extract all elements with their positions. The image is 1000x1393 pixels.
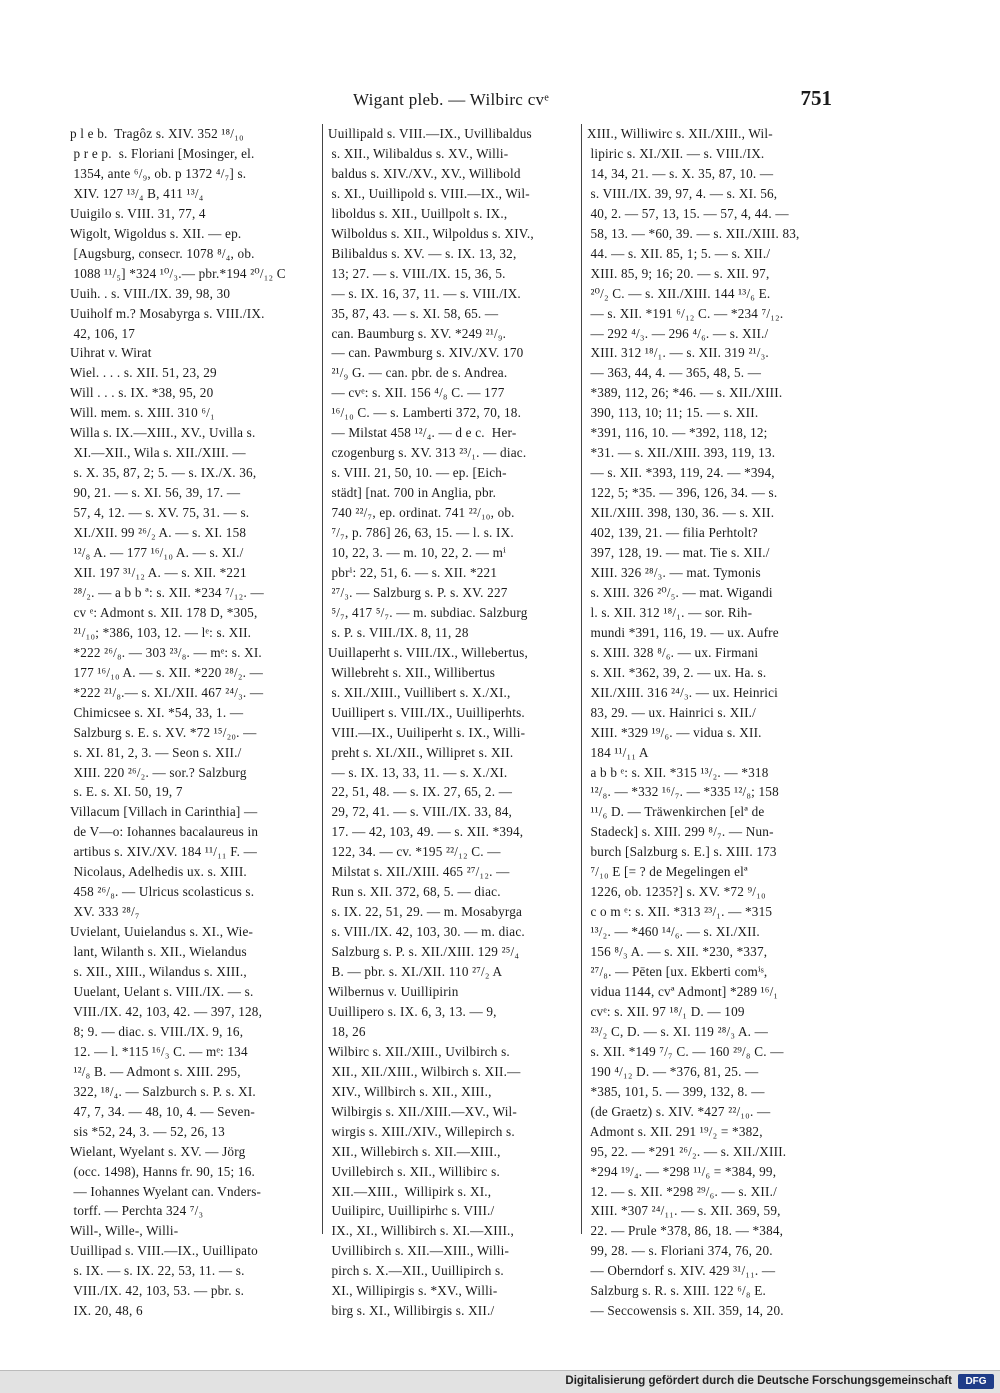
column-text: p l e b. Tragôz s. XIV. 352 ¹⁸/₁₀ p r e p. s. Floriani [Mosinger, el. 1354, ante ⁶/₉, ob. p 1372 ⁴/₇] s. XIV. 127 ¹³/₄ B, 411 ¹³/₄ Uuigilo s. VIII. 31, 77, 4 Wigolt, Wigoldus s. XII. — ep. [Augsburg, consecr. 1078 ⁸/₄, ob. 1088 ¹¹/₅] *324 ¹⁰/₃.— pbr.*194 ²⁰/₁₂ C Uuih. . s. VIII./IX. 39, 98, 30 Uuiholf m.? Mosabyrga s. VIII./IX. 42, 106, 17 Uihrat v. Wirat Wiel. . . . s. XII. 51, 23, 29 Will . . . s. IX. *38, 95, 20 Will. mem. s. XIII. 310 ⁶/₁ Willa s. IX.—XIII., XV., Uvilla s. XI.—XII., Wila s. XII./XIII. — s. X. 35, 87, 2; 5. — s. IX./X. 36, 90, 21. — s. XI. 56, 39, 17. — 57, 4, 12. — s. XV. 75, 31. — s. XI./XII. 99 ²⁶/₂ A. — s. XI. 158 ¹²/₈ A. — 177 ¹⁶/₁₀ A. — s. XI./ XII. 197 ³¹/₁₂ A. — s. XII. *221 ²⁸/₂. — a b b ª: s. XII. *234 ⁷/₁₂. — cv ᵉ: Admont s. XII. 178 D, *305, ²¹/₁₀; *386, 103, 12. — lᵉ: s. XII. *222 ²⁶/₈. — 303 ²³/₈. — mᵉ: s. XI. 177 ¹⁶/₁₀ A. — s. XII. *220 ²⁸/₂. — *222 ²¹/₈.— s. XI./XII. 467 ²⁴/₃. — Chimicsee s. XI. *54, 33, 1. — Salzburg s. E. s. XV. *72 ¹⁵/₂₀. — s. XI. 81, 2, 3. — Seon s. XII./ XIII. 220 ²⁶/₂. — sor.? Salzburg s. E. s. XI. 50, 19, 7 Villacum [Villach in Carinthia] — de V—o: Iohannes bacalaureus in artibus s. XIV./XV. 184 ¹¹/₁₁ F. — Nicolaus, Adelhedis ux. s. XIII. 458 ²⁶/₈. — Ulricus scolasticus s. XV. 333 ²⁸/₇ Uvielant, Uuielandus s. XI., Wie- lant, Wilanth s. XII., Wielandus s. XII., XIII., Wilandus s. XIII., Uuelant, Uelant s. VIII./IX. — s. VIII./IX. 42, 103, 42. — 397, 128, 8; 9. — diac. s. VIII./IX. 9, 16, 12. — l. *115 ¹⁶/₃ C. — mᵉ: 134 ¹²/₈ B. — Admont s. XIII. 295, 322, ¹⁸/₄. — Salzburch s. P. s. XI. 47, 7, 34. — 48, 10, 4. — Seven- sis *52, 24, 3. — 52, 26, 13 Wielant, Wyelant s. XV. — Jörg (occ. 1498), Hanns fr. 90, 15; 16. — Iohannes Wyelant can. Vnders- torff. — Perchta 324 ⁷/₃ Will-, Wille-, Willi- Uuillipad s. VIII.—IX., Uuillipato s. IX. — s. IX. 22, 53, 11. — s. VIII./IX. 42, 103, 53. — pbr. s. IX. 20, 48, 6 — [70, 126, 286, 1319]
index-column-1 — [70, 124, 318, 1321]
dfg-logo: DFG — [958, 1374, 994, 1389]
column-divider — [581, 124, 582, 1234]
column-text: Uuillipald s. VIII.—IX., Uvillibaldus s. XII., Wilibaldus s. XV., Willi- baldus s. XIV./XV., XV., Willibold s. XI., Uuillipold s. VIII.—IX., Wil- liboldus s. XII., Uuillpolt s. IX., Wilboldus s. XII., Wilpoldus s. XIV., Bilibaldus s. XV. — s. IX. 13, 32, 13; 27. — s. VIII./IX. 15, 36, 5. — s. IX. 16, 37, 11. — s. VIII./IX. 35, 87, 43. — s. XI. 58, 65. — can. Baumburg s. XV. *249 ²¹/₉. — can. Pawmburg s. XIV./XV. 170 ²¹/₉ G. — can. pbr. de s. Andrea. — cvᵉ: s. XII. 156 ⁴/₈ C. — 177 ¹⁶/₁₀ C. — s. Lamberti 372, 70, 18. — Milstat 458 ¹²/₄. — d e c. Her- czogenburg s. XV. 313 ²³/₁. — diac. s. VIII. 21, 50, 10. — ep. [Eich- städt] [nat. 700 in Anglia, pbr. 740 ²²/₇, ep. ordinat. 741 ²²/₁₀, ob. ⁷/₇, p. 786] 26, 63, 15. — l. s. IX. 10, 22, 3. — m. 10, 22, 2. — mⁱ pbrⁱ: 22, 51, 6. — s. XII. *221 ²⁷/₃. — Salzburg s. P. s. XV. 227 ⁵/₇, 417 ⁵/₇. — m. subdiac. Salzburg s. P. s. VIII./IX. 8, 11, 28 Uuillaperht s. VIII./IX., Willebertus, Willebreht s. XII., Willibertus s. XII./XIII., Vuillibert s. X./XI., Uuillipert s. VIII./IX., Uuilliperhts. VIII.—IX., Uuiliperht s. IX., Willi- preht s. XI./XII., Willipret s. XII. — s. IX. 13, 33, 11. — s. X./XI. 22, 51, 48. — s. IX. 27, 65, 2. — 29, 72, 41. — s. VIII./IX. 33, 84, 17. — 42, 103, 49. — s. XII. *394, 122, 34. — cv. *195 ²²/₁₂ C. — Milstat s. XII./XIII. 465 ²⁷/₁₂. — Run s. XII. 372, 68, 5. — diac. s. IX. 22, 51, 29. — m. Mosabyrga s. VIII./IX. 42, 103, 30. — m. diac. Salzburg s. P. s. XII./XIII. 129 ²⁵/₄ B. — pbr. s. XI./XII. 110 ²⁷/₂ A Wilbernus v. Uuillipirin Uuillipero s. IX. 6, 3, 13. — 9, 18, 26 Wilbirc s. XII./XIII., Uvilbirch s. XII., XII./XIII., Wilbirch s. XII.— XIV., Willbirch s. XII., XIII., Wilbirgis s. XII./XIII.—XV., Wil- wirgis s. XIII./XIV., Willepirch s. XII., Willebirch s. XII.—XIII., Uvillebirch s. XII., Willibirc s. XII.—XIII., Willipirk s. XI., Uuilipirc, Uuillipirhc s. VIII./ IX., XI., Willibirch s. XI.—XIII., Uvillibirch s. XII.—XIII., Willi- pirch s. X.—XII., Uuillipirch s. XI., Willipirgis s. *XV., Willi- birg s. XI., Willibirgis s. XII./ — [328, 126, 534, 1319]
page-number: 751 — [800, 86, 832, 110]
footer-bar — [0, 1370, 1000, 1393]
column-divider — [322, 124, 323, 1234]
index-columns — [70, 124, 835, 1319]
index-column-2 — [328, 124, 576, 1321]
index-column-3 — [587, 124, 835, 1321]
running-head: Wigant pleb. — Wilbirc cvᵉ — [352, 90, 549, 109]
page-header — [70, 86, 832, 116]
column-text: XIII., Williwirc s. XII./XIII., Wil- lipiric s. XI./XII. — s. VIII./IX. 14, 34, 21. — s. X. 35, 87, 10. — s. VIII./IX. 39, 97, 4. — s. XI. 56, 40, 2. — 57, 13, 15. — 57, 4, 44. — 58, 13. — *60, 39. — s. XII./XIII. 83, 44. — s. XII. 85, 1; 5. — s. XII./ XIII. 85, 9; 16; 20. — s. XII. 97, ²⁰/₂ C. — s. XII./XIII. 144 ¹³/₆ E. — s. XII. *191 ⁶/₁₂ C. — *234 ⁷/₁₂. — 292 ⁴/₃. — 296 ⁴/₆. — s. XII./ XIII. 312 ¹⁸/₁. — s. XII. 319 ²¹/₃. — 363, 44, 4. — 365, 48, 5. — *389, 112, 26; *46. — s. XII./XIII. 390, 113, 10; 11; 15. — s. XII. *391, 116, 10. — *392, 118, 12; *31. — s. XII./XIII. 393, 119, 13. — s. XII. *393, 119, 24. — *394, 122, 5; *35. — 396, 126, 34. — s. XII./XIII. 398, 130, 36. — s. XII. 402, 139, 21. — filia Perhtolt? 397, 128, 19. — mat. Tie s. XII./ XIII. 326 ²⁸/₃. — mat. Tymonis s. XIII. 326 ²⁰/₅. — mat. Wigandi l. s. XII. 312 ¹⁸/₁. — sor. Rih- mundi *391, 116, 19. — ux. Aufre s. XIII. 328 ⁸/₆. — ux. Firmani s. XII. *362, 39, 2. — ux. Ha. s. XII./XIII. 316 ²⁴/₃. — ux. Heinrici 83, 29. — ux. Hainrici s. XII./ XIII. *329 ¹⁹/₆. — vidua s. XII. 184 ¹¹/₁₁ A a b b ᵉ: s. XII. *315 ¹³/₂. — *318 ¹²/₈. — *332 ¹⁶/₇. — *335 ¹²/₈; 158 ¹¹/₆ D. — Träwenkirchen [elª de Stadeck] s. XIII. 299 ⁸/₇. — Nun- burch [Salzburg s. E.] s. XIII. 173 ⁷/₁₀ E [= ? de Megelingen elª 1226, ob. 1235?] s. XV. *72 ⁹/₁₀ c o m ᵉ: s. XII. *313 ²³/₁. — *315 ¹³/₂. — *460 ¹⁴/₆. — s. XI./XII. 156 ⁸/₃ A. — s. XII. *230, *337, ²⁷/₈. — Pēten [ux. Ekberti comⁱˢ, vidua 1144, cvª Admont] *289 ¹⁶/₁ cvᵉ: s. XII. 97 ¹⁸/₁ D. — 109 ²³/₂ C, D. — s. XI. 119 ²⁸/₃ A. — s. XII. *149 ⁷/₇ C. — 160 ²⁹/₈ C. — 190 ⁴/₁₂ D. — *376, 81, 25. — *385, 101, 5. — 399, 132, 8. — (de Graetz) s. XIV. *427 ²²/₁₀. — Admont s. XII. 291 ¹⁹/₂ = *382, 95, 22. — *291 ²⁶/₂. — s. XII./XIII. *294 ¹⁹/₄. — *298 ¹¹/₆ = *384, 99, 12. — s. XII. *298 ²⁹/₆. — s. XII./ XIII. *307 ²⁴/₁₁. — s. XII. 369, 59, 22. — Prule *378, 86, 18. — *384, 99, 28. — s. Floriani 374, 76, 20. — Oberndorf s. XIV. 429 ³¹/₁₁. — Salzburg s. R. s. XIII. 122 ⁶/₈ E. — Seccowensis s. XII. 359, 14, 20. — [587, 126, 800, 1319]
funding-notice: Digitalisierung gefördert durch die Deutsche Forschungsgemeinschaft — [565, 1375, 952, 1387]
